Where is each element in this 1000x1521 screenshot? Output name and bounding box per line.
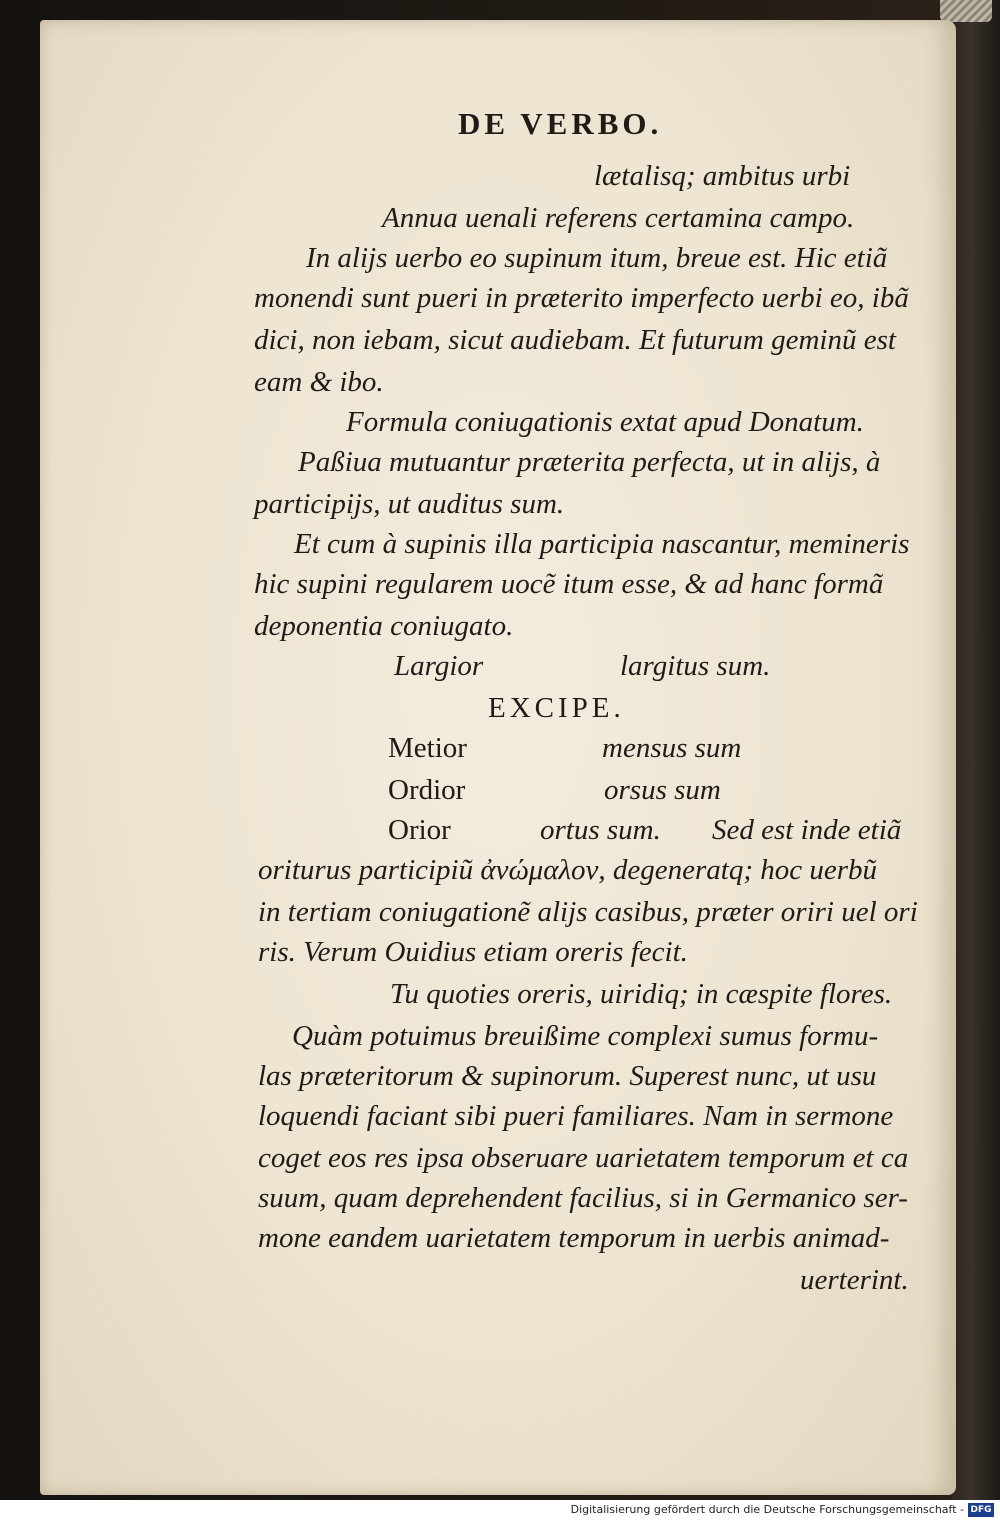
text-line: oriturus participiũ ἀνώμαλον, degeneratq; hoc uerbũ bbox=[258, 854, 878, 886]
text-line: hic supini regularem uocẽ itum esse, & ad hanc formã bbox=[254, 568, 884, 600]
text-line: Quàm potuimus breuißime complexi sumus formu- bbox=[292, 1020, 879, 1052]
text-line: deponentia coniugato. bbox=[254, 610, 514, 642]
verb-form: mensus sum bbox=[602, 732, 742, 764]
text-line: eam & ibo. bbox=[254, 366, 384, 398]
catchword: uerterint. bbox=[800, 1264, 909, 1296]
verb-form: largitus sum. bbox=[620, 650, 771, 682]
text-line: dici, non iebam, sicut audiebam. Et futurum geminũ est bbox=[254, 324, 896, 356]
verb-form: Orior bbox=[388, 814, 451, 846]
verb-form: ortus sum. bbox=[540, 814, 661, 846]
verb-form: Metior bbox=[388, 732, 467, 764]
text-line: suum, quam deprehendent facilius, si in Germanico ser- bbox=[258, 1182, 908, 1214]
text-line: In alijs uerbo eo supinum itum, breue est. Hic etiã bbox=[306, 242, 888, 274]
text-line: Sed est inde etiã bbox=[712, 814, 902, 846]
excipe-heading: EXCIPE. bbox=[488, 692, 625, 724]
text-line: lætalisq; ambitus urbi bbox=[594, 160, 851, 192]
running-header: DE VERBO. bbox=[458, 106, 663, 141]
book-page bbox=[40, 20, 956, 1495]
dfg-logo-icon: DFG bbox=[968, 1503, 994, 1517]
text-line: coget eos res ipsa obseruare uarietatem temporum et ca bbox=[258, 1142, 909, 1174]
verb-form: Largior bbox=[394, 650, 484, 682]
binding-thread bbox=[940, 0, 992, 22]
text-line: mone eandem uarietatem temporum in uerbis animad- bbox=[258, 1222, 890, 1254]
text-line: las præteritorum & supinorum. Superest nunc, ut usu bbox=[258, 1060, 877, 1092]
text-line: participijs, ut auditus sum. bbox=[254, 488, 565, 520]
page-text bbox=[40, 20, 956, 1495]
digitization-footer bbox=[0, 1500, 1000, 1521]
book-spine bbox=[952, 0, 1000, 1500]
text-line: loquendi faciant sibi pueri familiares. Nam in sermone bbox=[258, 1100, 894, 1132]
text-line: monendi sunt pueri in præterito imperfecto uerbi eo, ibã bbox=[254, 282, 909, 314]
text-line: in tertiam coniugationẽ alijs casibus, præter oriri uel ori bbox=[258, 896, 918, 928]
verb-form: Ordior bbox=[388, 774, 466, 806]
verb-form: orsus sum bbox=[604, 774, 721, 806]
text-line: Formula coniugationis extat apud Donatum. bbox=[346, 406, 864, 438]
text-line: Tu quoties oreris, uiridiq; in cæspite flores. bbox=[390, 978, 893, 1010]
text-line: Et cum à supinis illa participia nascantur, memineris bbox=[294, 528, 910, 560]
footer-credit: Digitalisierung gefördert durch die Deutsche Forschungsgemeinschaft - bbox=[570, 1503, 964, 1516]
text-line: Annua uenali referens certamina campo. bbox=[382, 202, 855, 234]
text-line: Paßiua mutuantur præterita perfecta, ut in alijs, à bbox=[298, 446, 881, 478]
text-line: ris. Verum Ouidius etiam oreris fecit. bbox=[258, 936, 688, 968]
